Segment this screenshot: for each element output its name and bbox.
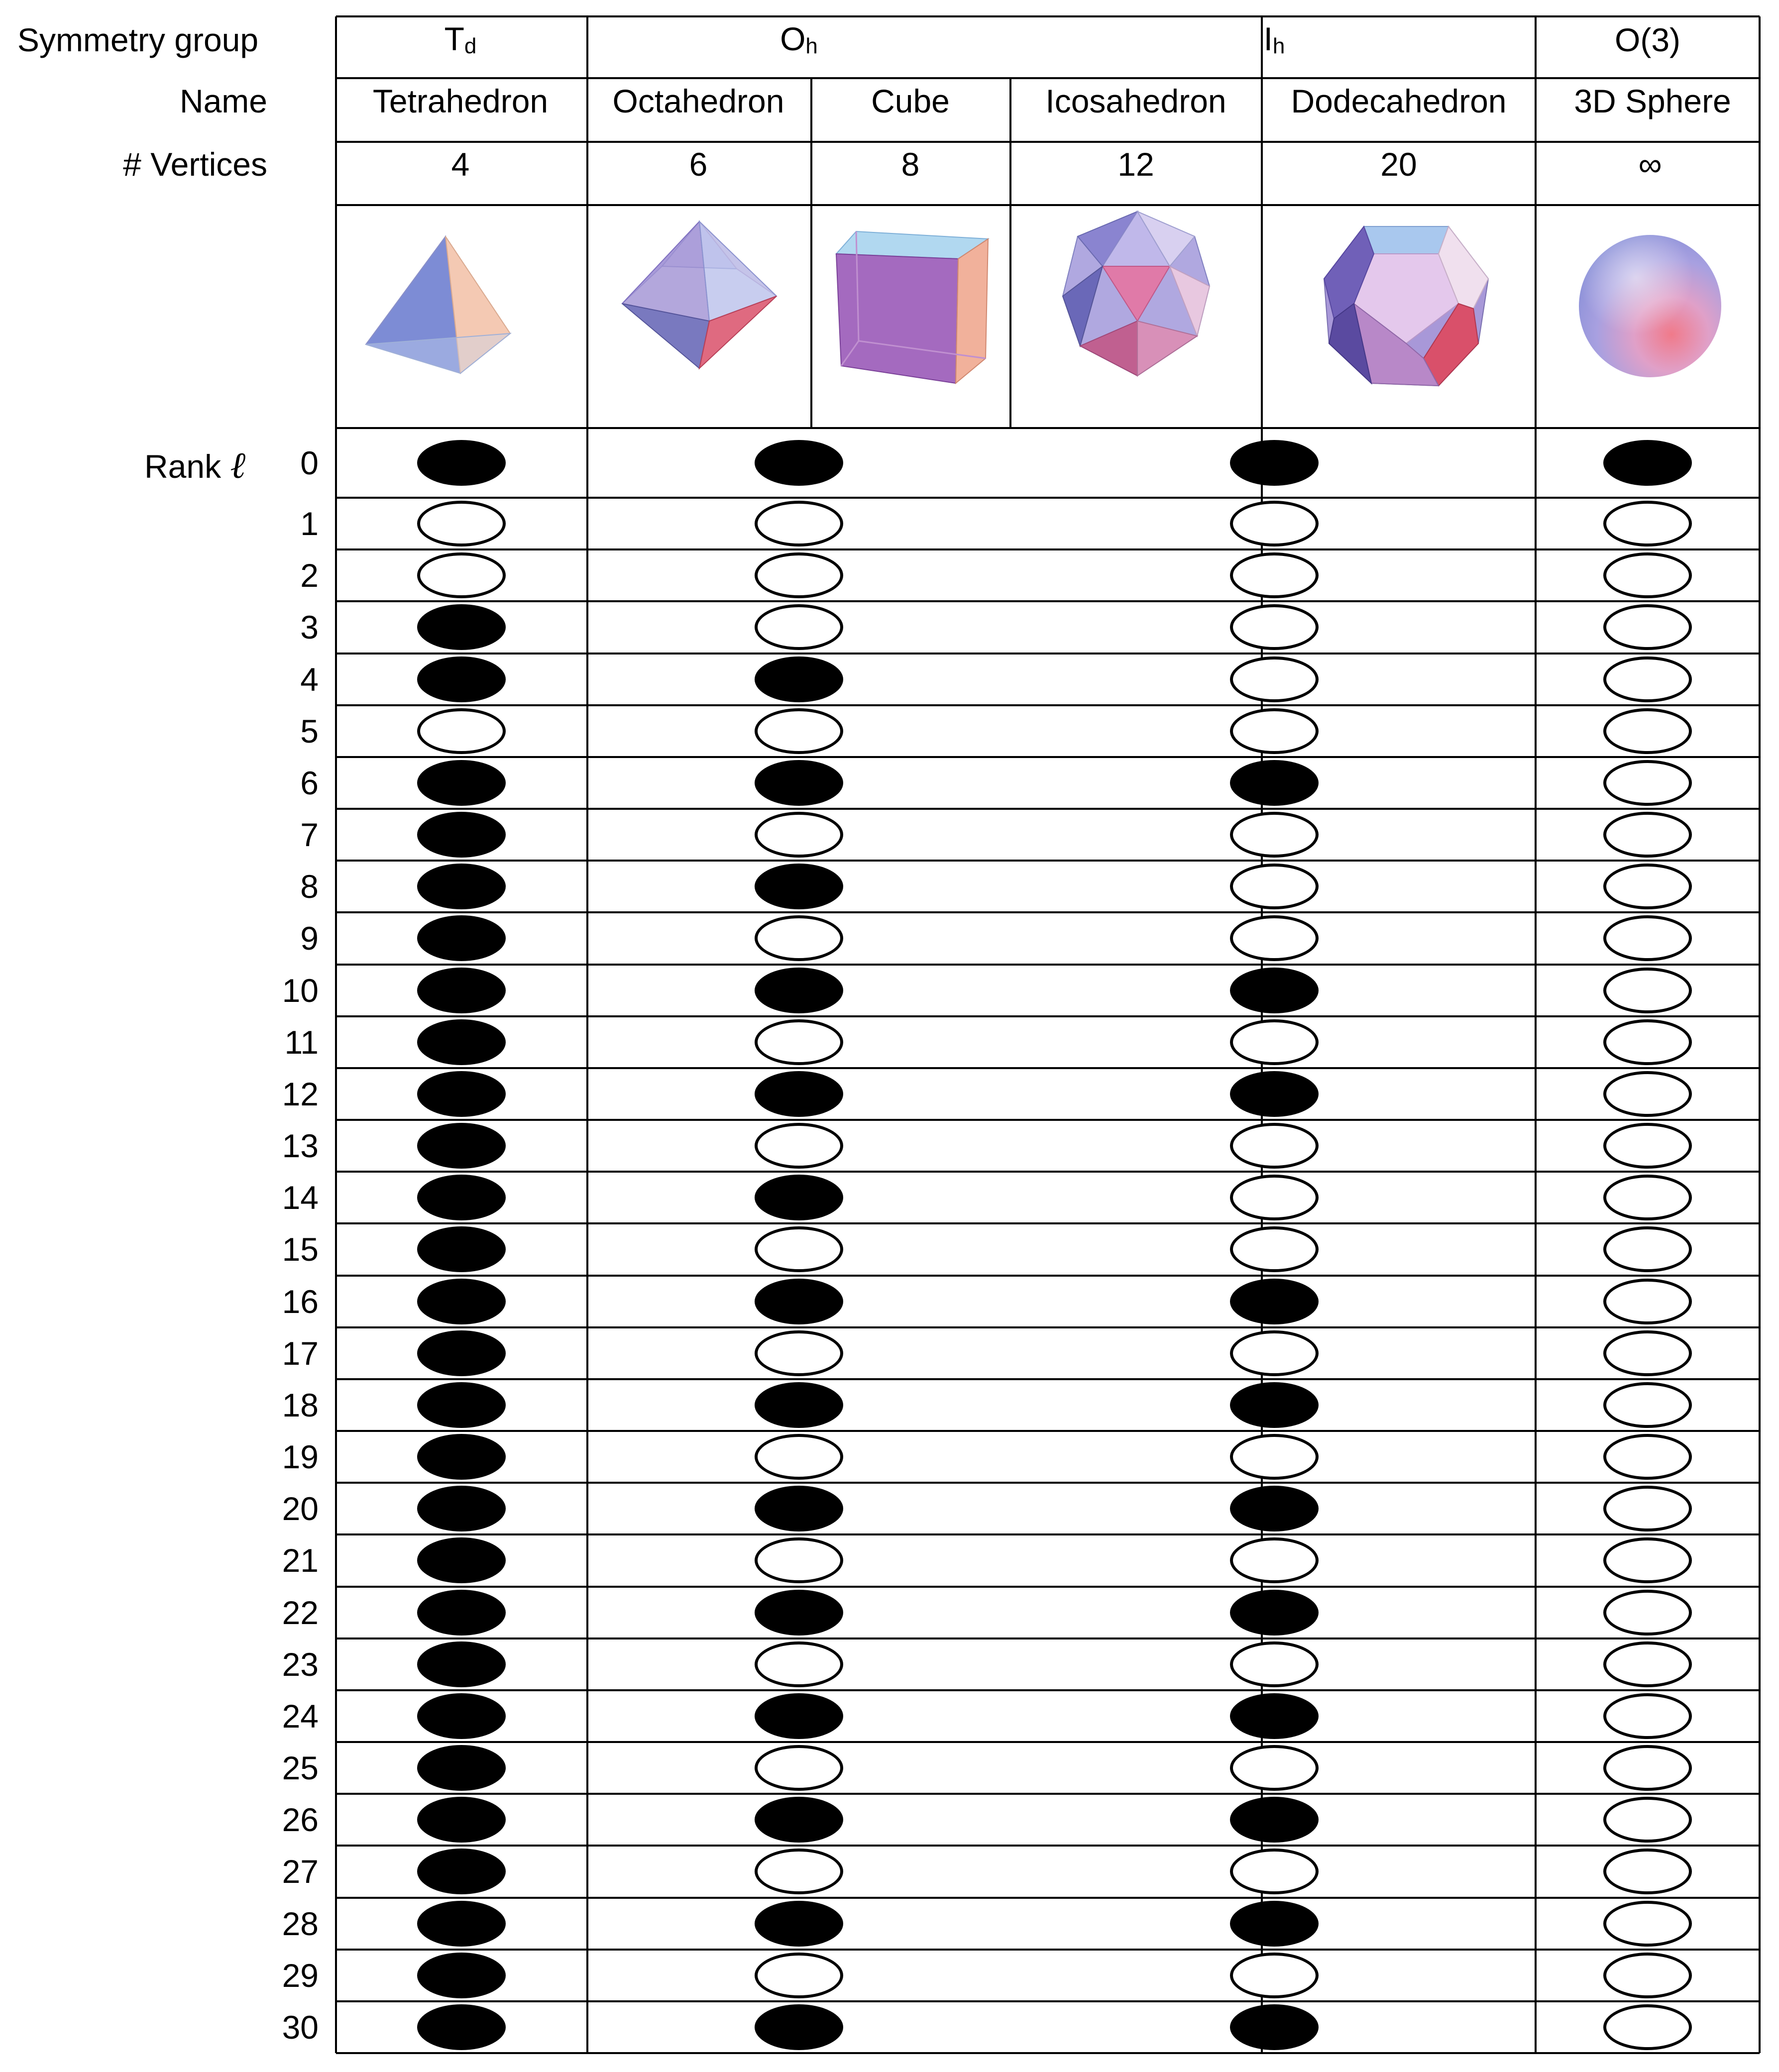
empty-marker [1603,760,1692,806]
rank-number: 24 [282,1697,319,1735]
ell-symbol: ℓ [230,444,246,487]
filled-marker [1230,1071,1319,1117]
empty-marker [755,1953,843,1998]
grid-line [336,704,1760,706]
name-dodecahedron: Dodecahedron [1291,83,1507,119]
empty-marker [755,1434,843,1480]
empty-marker [1603,1434,1692,1480]
grid-line [586,16,588,2053]
vertices-cube: 8 [901,146,920,183]
filled-marker [755,2004,843,2050]
empty-marker [1603,1953,1692,1998]
empty-marker [1603,1382,1692,1428]
rank-number: 12 [282,1075,319,1112]
filled-marker [417,1175,506,1220]
rank-number: 16 [282,1283,319,1320]
filled-marker [417,656,506,702]
rank-number: 18 [282,1386,319,1423]
filled-marker [1230,760,1319,806]
rank-number: 3 [300,609,319,646]
filled-marker [1230,440,1319,486]
empty-marker [755,915,843,961]
filled-marker [417,1537,506,1583]
filled-marker [417,1901,506,1947]
name-cube: Cube [871,83,950,119]
empty-marker [755,1537,843,1583]
grid-line [336,1845,1760,1847]
empty-marker [1603,1590,1692,1636]
rank-number: 27 [282,1853,319,1890]
grid-line [336,15,1760,17]
empty-marker [1603,552,1692,598]
rank-label: Rank ℓ [144,444,246,487]
rank-number: 8 [300,868,319,905]
grid-line [336,1378,1760,1380]
grid-line [336,1793,1760,1795]
filled-marker [755,1071,843,1117]
name-octahedron: Octahedron [612,83,784,119]
rank-number: 30 [282,2008,319,2046]
grid-line [335,16,337,2053]
empty-marker [1603,1641,1692,1687]
empty-marker [1603,812,1692,858]
vertices-icosahedron: 12 [1117,146,1154,183]
grid-line [336,1067,1760,1069]
filled-marker [417,760,506,806]
empty-marker [1603,1486,1692,1531]
filled-marker [1230,1382,1319,1428]
rank-number: 4 [300,660,319,698]
grid-line [336,1171,1760,1173]
name-tetrahedron: Tetrahedron [372,83,549,119]
empty-marker [1603,968,1692,1013]
group-td: $T_d$ [444,20,477,58]
filled-marker [417,1590,506,1636]
grid-line [1535,16,1537,2053]
empty-marker [1603,915,1692,961]
grid-line [336,1275,1760,1277]
empty-marker [1603,864,1692,909]
empty-marker [1230,604,1319,650]
empty-marker [755,552,843,598]
filled-marker [417,1745,506,1791]
filled-marker [1230,1590,1319,1636]
empty-marker [1603,1226,1692,1272]
filled-marker [417,1953,506,1998]
filled-marker [417,812,506,858]
filled-marker [755,1175,843,1220]
filled-marker [417,2004,506,2050]
grid-line [336,1015,1760,1017]
empty-marker [1230,708,1319,754]
grid-line [336,497,1760,499]
cube-icon [836,231,988,383]
rank-number: 11 [284,1023,319,1061]
empty-marker [755,1849,843,1894]
filled-marker [417,1019,506,1065]
empty-marker [1603,1175,1692,1220]
empty-marker [755,1226,843,1272]
grid-line [336,860,1760,862]
filled-marker [417,604,506,650]
rank-number: 21 [282,1542,319,1579]
symmetry-group-label: Symmetry group [17,21,259,58]
rank-number: 1 [300,505,319,543]
vertices-tetrahedron: 4 [451,146,470,183]
empty-marker [1230,812,1319,858]
empty-marker [1603,1071,1692,1117]
grid-line [336,756,1760,758]
rank-number: 10 [282,972,319,1009]
filled-marker [417,915,506,961]
empty-marker [755,1330,843,1376]
filled-marker [1230,1693,1319,1739]
filled-marker [755,1693,843,1739]
rank-number: 14 [282,1179,319,1216]
filled-marker [417,1797,506,1843]
grid-line [336,964,1760,966]
filled-marker [755,760,843,806]
empty-marker [1230,1434,1319,1480]
filled-marker [1603,440,1692,486]
empty-marker [1603,1330,1692,1376]
filled-marker [417,440,506,486]
filled-marker [417,1279,506,1324]
grid-line [1009,78,1011,428]
group-ih: $I_h$ [1263,20,1285,58]
empty-marker [1230,1745,1319,1791]
empty-marker [1603,1797,1692,1843]
filled-marker [1230,1486,1319,1531]
group-o3: O(3) [1615,21,1680,58]
empty-marker [417,552,506,598]
empty-marker [1603,1123,1692,1169]
filled-marker [417,1693,506,1739]
grid-line [336,1430,1760,1432]
empty-marker [1603,656,1692,702]
rank-number: 17 [282,1334,319,1372]
grid-line [336,1326,1760,1328]
empty-marker [1230,552,1319,598]
grid-line [336,1637,1760,1639]
grid-line [336,1586,1760,1588]
rank-number: 23 [282,1645,319,1683]
filled-marker [1230,1279,1319,1324]
filled-marker [417,1849,506,1894]
rank-number: 5 [300,712,319,750]
filled-marker [417,968,506,1013]
empty-marker [755,1123,843,1169]
empty-marker [1603,1019,1692,1065]
grid-line [336,77,1760,79]
tetrahedron-icon [366,234,515,383]
rank-number: 20 [282,1490,319,1527]
rank-number: 25 [282,1749,319,1787]
filled-marker [755,1901,843,1947]
empty-marker [1603,501,1692,546]
filled-marker [1230,2004,1319,2050]
grid-line [336,1741,1760,1743]
empty-marker [1230,1123,1319,1169]
rank-number: 7 [300,816,319,854]
empty-marker [1230,501,1319,546]
grid-line [336,2052,1760,2054]
empty-marker [1230,1175,1319,1220]
rank-number: 22 [282,1594,319,1631]
grid-line [336,204,1760,206]
vertices-label: # Vertices [123,146,267,183]
grid-line [1759,16,1761,2053]
filled-marker [1230,968,1319,1013]
filled-marker [417,1330,506,1376]
empty-marker [1603,1279,1692,1324]
vertices-dodecahedron: 20 [1380,146,1417,183]
grid-line [336,427,1760,429]
grid-line [336,1949,1760,1951]
empty-marker [1603,1693,1692,1739]
filled-marker [755,656,843,702]
grid-line [336,2000,1760,2002]
empty-marker [1230,656,1319,702]
filled-marker [755,864,843,909]
grid-line [336,1897,1760,1899]
rank-number: 2 [300,557,319,594]
grid-line [336,1482,1760,1484]
grid-line [336,141,1760,143]
empty-marker [1230,1330,1319,1376]
grid-line [810,78,812,428]
filled-marker [755,1797,843,1843]
name-icosahedron: Icosahedron [1045,83,1226,119]
empty-marker [1230,1537,1319,1583]
rank-number: 26 [282,1801,319,1839]
grid-line [336,1689,1760,1691]
icosahedron-icon [1063,212,1210,376]
empty-marker [1603,1537,1692,1583]
sphere-icon [1578,234,1722,378]
rank-number: 13 [282,1127,319,1165]
empty-marker [1230,864,1319,909]
filled-marker [755,968,843,1013]
grid-line [336,1533,1760,1535]
filled-marker [1230,1797,1319,1843]
vertices-sphere: ∞ [1638,146,1662,183]
filled-marker [417,1226,506,1272]
grid-line [336,1222,1760,1224]
empty-marker [755,604,843,650]
filled-marker [755,1382,843,1428]
empty-marker [1603,1901,1692,1947]
empty-marker [1230,1019,1319,1065]
rank-number: 15 [282,1231,319,1268]
name-label: Name [179,83,267,119]
filled-marker [417,1434,506,1480]
filled-marker [417,1123,506,1169]
empty-marker [755,1641,843,1687]
grid-line [336,548,1760,550]
empty-marker [417,708,506,754]
rank-number: 9 [300,920,319,957]
filled-marker [755,440,843,486]
empty-marker [1603,708,1692,754]
rank-number: 29 [282,1957,319,1994]
rank-number: 28 [282,1905,319,1942]
filled-marker [755,1279,843,1324]
empty-marker [1603,2004,1692,2050]
grid-line [336,653,1760,654]
empty-marker [755,708,843,754]
empty-marker [755,501,843,546]
filled-marker [417,1641,506,1687]
grid-line [336,600,1760,602]
rank-number: 19 [282,1438,319,1476]
grid-line [336,911,1760,913]
empty-marker [417,501,506,546]
filled-marker [755,1590,843,1636]
rank-number: 0 [300,444,319,481]
empty-marker [1230,1226,1319,1272]
empty-marker [1603,604,1692,650]
filled-marker [417,864,506,909]
group-oh: $O_h$ [780,20,818,58]
filled-marker [755,1486,843,1531]
grid-line [336,1119,1760,1121]
octahedron-icon [622,221,777,371]
empty-marker [1230,1953,1319,1998]
vertices-octahedron: 6 [689,146,708,183]
empty-marker [1603,1745,1692,1791]
grid-line [336,808,1760,810]
empty-marker [1230,1641,1319,1687]
rank-number: 6 [300,764,319,801]
dodecahedron-icon [1324,219,1491,386]
empty-marker [1603,1849,1692,1894]
empty-marker [755,812,843,858]
filled-marker [417,1486,506,1531]
filled-marker [417,1382,506,1428]
empty-marker [1230,1849,1319,1894]
filled-marker [1230,1901,1319,1947]
empty-marker [755,1019,843,1065]
name-sphere: 3D Sphere [1574,83,1731,119]
filled-marker [417,1071,506,1117]
empty-marker [755,1745,843,1791]
empty-marker [1230,915,1319,961]
